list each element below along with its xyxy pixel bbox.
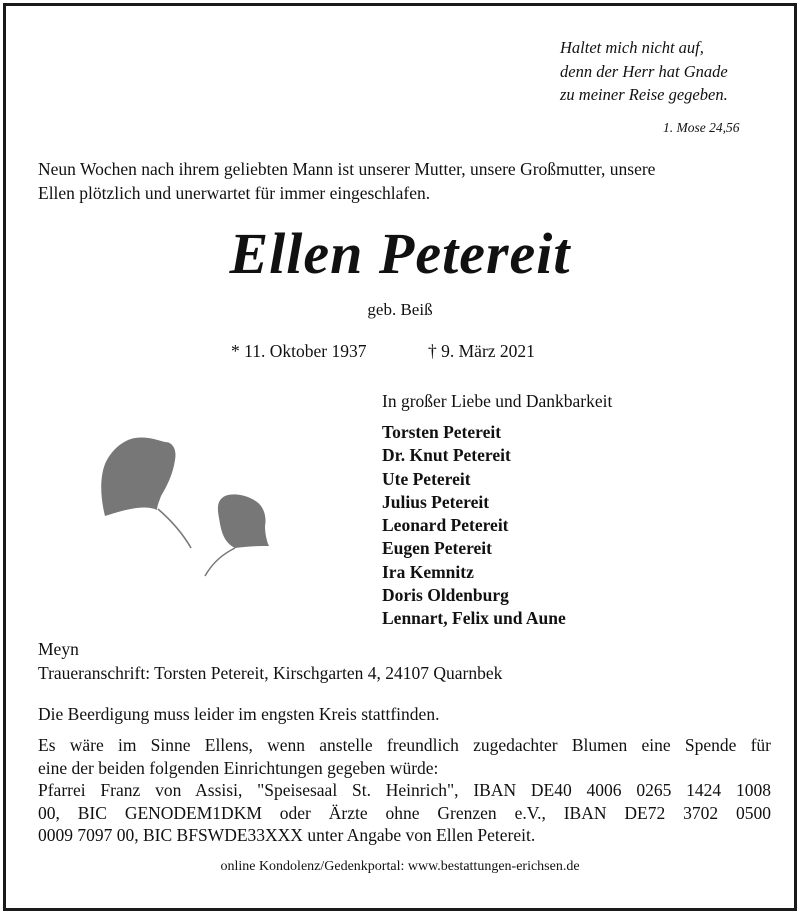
mourning-address: Traueranschrift: Torsten Petereit, Kirschgarten 4, 24107 Quarnbek (38, 663, 503, 683)
ginkgo-leaf-small-icon (218, 494, 269, 548)
ginkgo-leaves-icon (95, 430, 275, 580)
place: Meyn (38, 639, 79, 659)
mourner-name: Doris Oldenburg (382, 585, 509, 606)
donation-line: 00, BIC GENODEM1DKM oder Ärzte ohne Grenzen e.V., IBAN DE72 3702 0500 (38, 802, 771, 823)
mourner-name: Dr. Knut Petereit (382, 445, 511, 466)
mourners-intro: In großer Liebe und Dankbarkeit (382, 391, 613, 411)
deceased-name: Ellen Petereit (229, 221, 571, 286)
mourner-name: Ira Kemnitz (382, 561, 474, 582)
quote-line: denn der Herr hat Gnade (560, 61, 728, 81)
birth-date: * 11. Oktober 1937 (231, 341, 367, 361)
donation-line: eine der beiden folgenden Einrichtungen gegeben würde: (38, 757, 439, 778)
mourner-name: Julius Petereit (382, 491, 490, 512)
mourner-name: Lennart, Felix und Aune (382, 608, 566, 629)
intro-text (38, 158, 763, 205)
quote-line: zu meiner Reise gegeben. (560, 85, 728, 104)
ginkgo-stem (158, 509, 191, 548)
death-date: † 9. März 2021 (428, 341, 535, 361)
intro-line: Neun Wochen nach ihrem geliebten Mann ist unserer Mutter, unsere Großmutter, unsere (38, 159, 656, 179)
intro-line: Ellen plötzlich und unerwartet für immer eingeschlafen. (38, 182, 431, 203)
quote-reference: 1. Mose 24,56 (663, 120, 740, 135)
footer-portal: online Kondolenz/Gedenkportal: www.bestattungen-erichsen.de (220, 859, 580, 874)
mourner-name: Torsten Petereit (382, 422, 502, 442)
mourner-name: Leonard Petereit (382, 515, 509, 536)
ginkgo-stem (205, 548, 235, 576)
donation-line: Pfarrei Franz von Assisi, "Speisesaal St. Heinrich", IBAN DE40 4006 0265 1424 1008 (38, 780, 771, 800)
mourner-name: Ute Petereit (382, 468, 471, 489)
quote-line: Haltet mich nicht auf, (560, 38, 704, 57)
mourner-name: Eugen Petereit (382, 538, 492, 559)
ginkgo-leaf-large-icon (101, 437, 175, 516)
bible-quote (560, 36, 728, 107)
donation-line: 0009 7097 00, BIC BFSWDE33XXX unter Angabe von Ellen Petereit. (38, 825, 536, 845)
maiden-name: geb. Beiß (367, 300, 433, 319)
funeral-note: Die Beerdigung muss leider im engsten Kreis stattfinden. (38, 704, 440, 724)
mourners-list (382, 421, 566, 631)
donation-text (38, 734, 771, 847)
donation-line: Es wäre im Sinne Ellens, wenn anstelle freundlich zugedachter Blumen eine Spende für (38, 735, 771, 755)
